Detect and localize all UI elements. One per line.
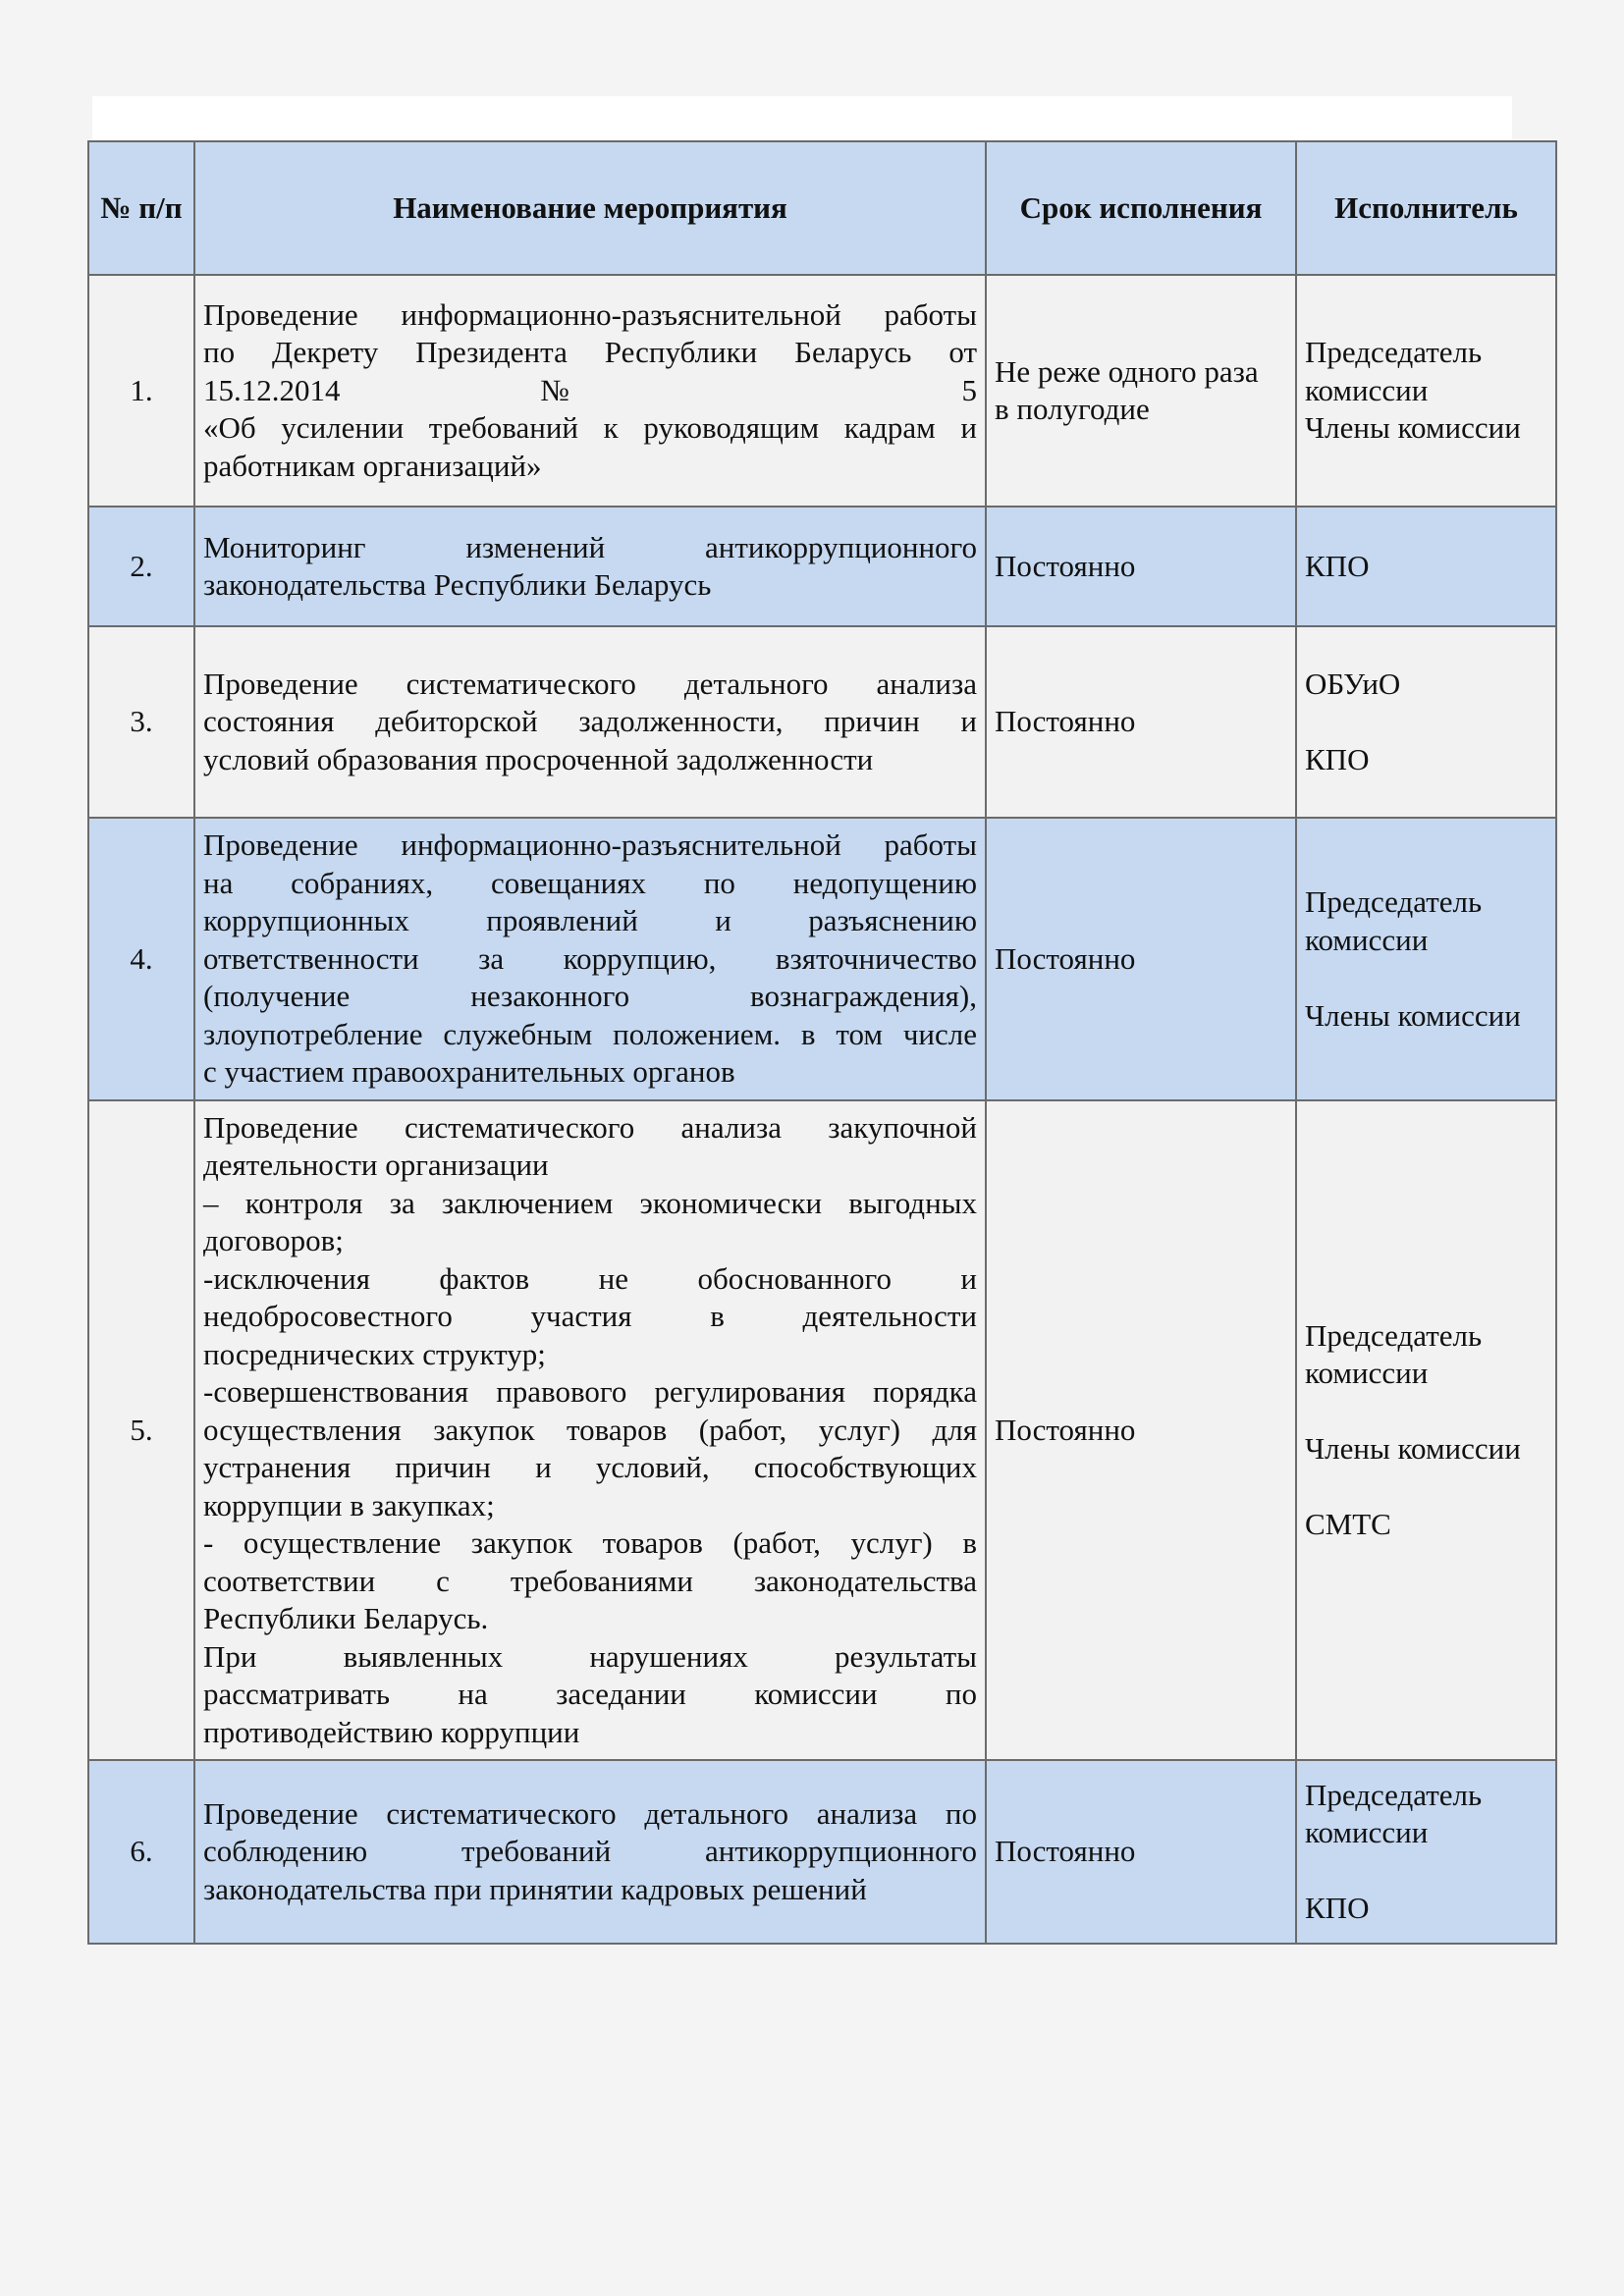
measure-name <box>194 1100 986 1760</box>
table-row <box>88 626 1556 818</box>
measure-line: соответствии с требованиями законодательства <box>203 1563 977 1598</box>
executor <box>1296 1100 1556 1760</box>
spacer <box>1305 1468 1547 1507</box>
measure-name <box>194 1760 986 1944</box>
measure-line: законодательства при принятии кадровых решений <box>203 1871 867 1906</box>
measure-line: посреднических структур; <box>203 1336 546 1371</box>
executor <box>1296 1760 1556 1944</box>
page-header-strip <box>92 96 1512 141</box>
executor-line: Члены комиссии <box>1305 410 1521 446</box>
measure-line: коррупции в закупках; <box>203 1487 495 1522</box>
header-executor: Исполнитель <box>1296 141 1556 275</box>
deadline-line: Постоянно <box>995 704 1136 739</box>
measure-line: Проведение систематического детального анализа <box>203 666 977 701</box>
measure-line: -исключения фактов не обоснованного и <box>203 1260 977 1296</box>
measure-line: законодательства Республики Беларусь <box>203 567 712 602</box>
table-header-row <box>88 141 1556 275</box>
measure-line: Проведение систематического детального анализа по <box>203 1795 977 1831</box>
deadline-line: Постоянно <box>995 1412 1136 1447</box>
executor-line: комиссии <box>1305 922 1429 957</box>
measure-line: 15.12.2014 № 5 <box>203 372 977 407</box>
table-row <box>88 1760 1556 1944</box>
measures-table <box>87 140 1557 1945</box>
executor-line: Председатель <box>1305 884 1483 919</box>
deadline <box>986 1100 1296 1760</box>
executor-line: Председатель <box>1305 1317 1483 1353</box>
measure-line: злоупотребление служебным положением. в том числе <box>203 1016 977 1051</box>
measure-line: условий образования просроченной задолженности <box>203 741 874 776</box>
row-number: 1. <box>88 275 194 507</box>
deadline-line: Постоянно <box>995 1834 1136 1869</box>
table-row <box>88 507 1556 626</box>
measure-name <box>194 626 986 818</box>
executor-line: КПО <box>1305 741 1370 776</box>
measure-line: противодействию коррупции <box>203 1714 580 1749</box>
measure-name <box>194 818 986 1100</box>
row-number: 5. <box>88 1100 194 1760</box>
measure-line: деятельности организации <box>203 1148 549 1183</box>
measure-line: ответственности за коррупцию, взяточничество <box>203 940 977 976</box>
header-measure-name: Наименование мероприятия <box>194 141 986 275</box>
executor <box>1296 626 1556 818</box>
executor-line: комиссии <box>1305 1815 1429 1849</box>
executor-line: Председатель <box>1305 335 1483 370</box>
measure-name <box>194 507 986 626</box>
executor-line: Члены комиссии <box>1305 1431 1521 1466</box>
measure-line: Проведение систематического анализа закупочной <box>203 1109 977 1145</box>
executor-line: комиссии <box>1305 372 1429 407</box>
spacer <box>1305 1393 1547 1431</box>
measure-line: (получение незаконного вознаграждения), <box>203 979 977 1014</box>
row-number: 4. <box>88 818 194 1100</box>
deadline <box>986 626 1296 818</box>
measure-line: коррупционных проявлений и разъяснению <box>203 903 977 938</box>
spacer <box>1305 959 1547 997</box>
measure-line: состояния дебиторской задолженности, причин и <box>203 704 977 739</box>
measure-line: «Об усилении требований к руководящим кадрам и <box>203 410 977 446</box>
measure-line: - осуществление закупок товаров (работ, услуг) в <box>203 1525 977 1561</box>
measure-line: Мониторинг изменений антикоррупционного <box>203 529 977 564</box>
measure-line: по Декрету Президента Республики Беларусь от <box>203 335 977 370</box>
measure-line: Республики Беларусь. <box>203 1601 489 1636</box>
measure-line: рассматривать на заседании комиссии по <box>203 1677 977 1712</box>
deadline-line: Постоянно <box>995 548 1136 583</box>
measure-line: недобросовестного участия в деятельности <box>203 1299 977 1334</box>
header-deadline: Срок исполнения <box>986 141 1296 275</box>
table-row <box>88 1100 1556 1760</box>
table-row <box>88 275 1556 507</box>
deadline-line: Не реже одного раза <box>995 353 1259 389</box>
deadline <box>986 275 1296 507</box>
deadline <box>986 1760 1296 1944</box>
executor-line: Председатель <box>1305 1777 1483 1812</box>
deadline <box>986 818 1296 1100</box>
executor-line: Члены комиссии <box>1305 997 1521 1033</box>
measure-line: с участием правоохранительных органов <box>203 1054 735 1090</box>
row-number: 3. <box>88 626 194 818</box>
executor <box>1296 507 1556 626</box>
measure-name <box>194 275 986 507</box>
measure-line: устранения причин и условий, способствующих <box>203 1450 977 1485</box>
measure-line: -совершенствования правового регулирования порядка <box>203 1374 977 1410</box>
executor-line: СМТС <box>1305 1507 1391 1541</box>
deadline <box>986 507 1296 626</box>
executor-line: ОБУиО <box>1305 666 1401 701</box>
deadline-line: Постоянно <box>995 940 1136 976</box>
executor-line: КПО <box>1305 548 1370 583</box>
measure-line: При выявленных нарушениях результаты <box>203 1638 977 1674</box>
executor-line: КПО <box>1305 1891 1370 1925</box>
executor-line: комиссии <box>1305 1356 1429 1390</box>
row-number: 2. <box>88 507 194 626</box>
measure-line: соблюдению требований антикоррупционного <box>203 1834 977 1869</box>
executor <box>1296 275 1556 507</box>
deadline-line: в полугодие <box>995 392 1150 426</box>
header-number: № п/п <box>88 141 194 275</box>
measure-line: работникам организаций» <box>203 448 542 483</box>
measure-line: договоров; <box>203 1223 344 1258</box>
spacer <box>1305 703 1547 741</box>
measure-line: осуществления закупок товаров (работ, услуг) для <box>203 1412 977 1447</box>
measure-line: Проведение информационно-разъяснительной работы <box>203 828 977 863</box>
measure-line: Проведение информационно-разъяснительной работы <box>203 296 977 332</box>
spacer <box>1305 1852 1547 1891</box>
table-row <box>88 818 1556 1100</box>
row-number: 6. <box>88 1760 194 1944</box>
executor <box>1296 818 1556 1100</box>
measure-line: на собраниях, совещаниях по недопущению <box>203 865 977 900</box>
measure-line: – контроля за заключением экономически выгодных <box>203 1185 977 1220</box>
